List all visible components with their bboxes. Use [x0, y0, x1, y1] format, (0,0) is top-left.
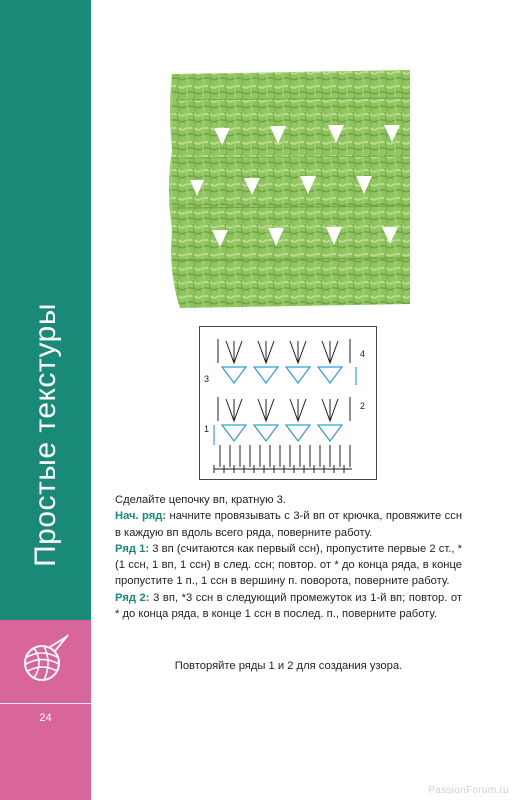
row-label-4: 4	[360, 349, 366, 359]
watermark: PassionForum.ru	[428, 785, 509, 796]
row-1-text: 3 вп (считаются как первый ссн), пропустите первые 2 ст., *(1 ссн, 1 вп, 1 ссн) в след. ссн; повтор. от * до конца ряда, в конце пропустите 1 п., 1 ссн в вершину п. поворота, поверните работу.	[115, 542, 462, 588]
repeat-instruction: Повторяйте ряды 1 и 2 для создания узора.	[174, 660, 403, 672]
foundation-row	[115, 508, 462, 541]
row-2-label: Ряд 2:	[115, 591, 150, 604]
crochet-diagram	[199, 326, 377, 480]
sidebar-title	[0, 255, 91, 615]
row-2-text: 3 вп, *3 ссн в следующий промежуток из 1-й вп; повтор. от * до конца ряда, в конце 1 ссн в послед. п., поверните работу.	[115, 591, 463, 621]
foundation-row-text: начните провязывать с 3-й вп от крючка, провяжите ссн в каждую вп вдоль всего ряда, поверните работу.	[115, 510, 462, 539]
foundation-row-label: Нач. ряд:	[115, 510, 167, 523]
row-label-3: 3	[204, 374, 210, 384]
row-1	[115, 541, 462, 590]
row-1-label: Ряд 1:	[115, 542, 150, 555]
row-2	[115, 590, 462, 623]
pattern-instructions	[115, 492, 462, 622]
row-label-2: 2	[360, 401, 366, 411]
page-number-divider	[0, 703, 91, 704]
page-number: 24	[39, 712, 52, 724]
crochet-swatch-photo	[166, 70, 412, 310]
yarn-ball-icon	[22, 633, 70, 685]
intro-text: Сделайте цепочку вп, кратную 3.	[115, 494, 286, 506]
row-label-1: 1	[204, 424, 210, 434]
section-title: Простые текстуры	[28, 303, 62, 567]
